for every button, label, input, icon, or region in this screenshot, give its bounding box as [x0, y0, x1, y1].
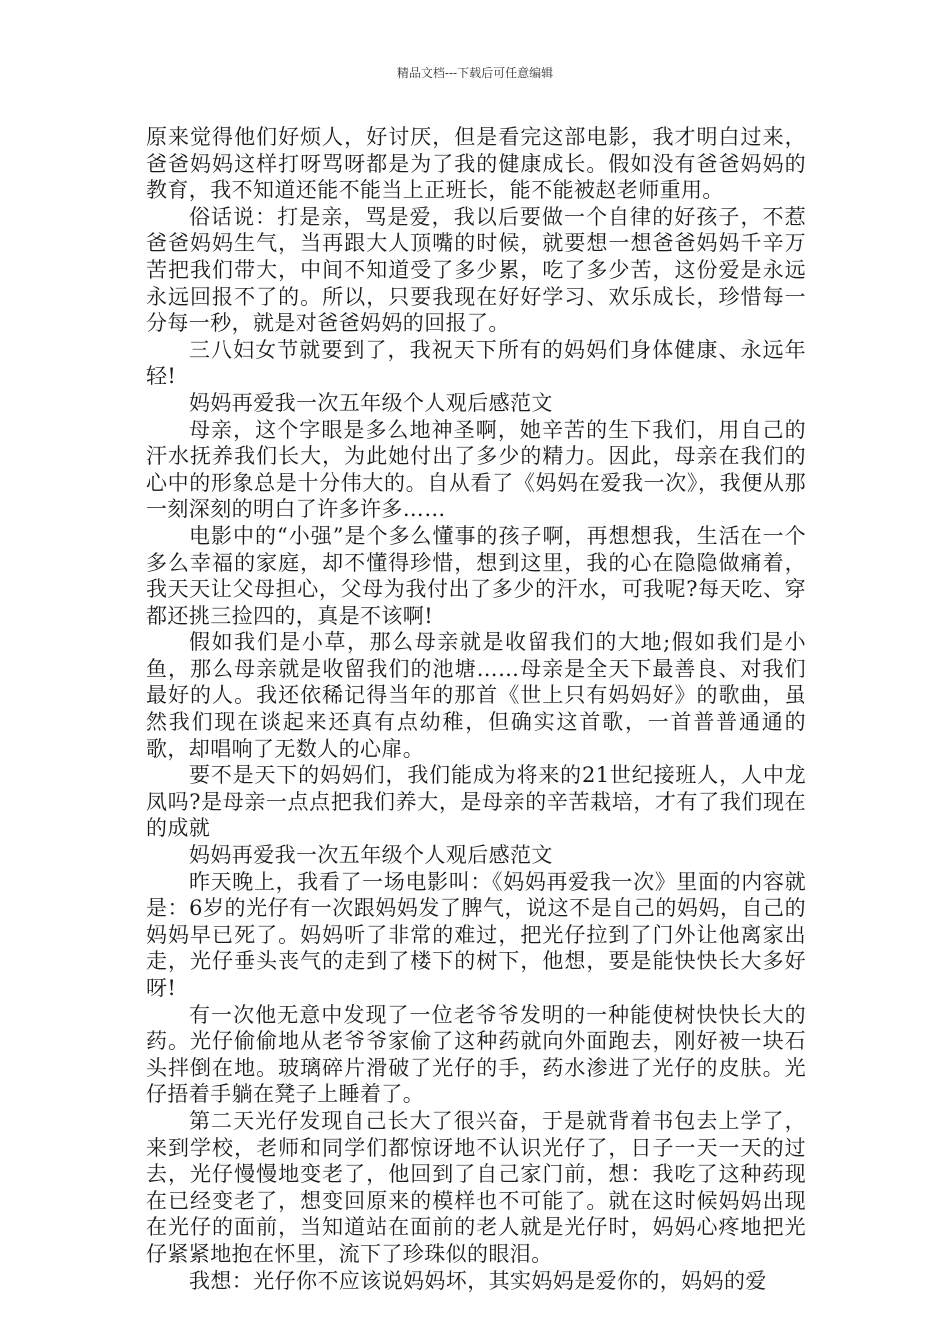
document-body: [146, 124, 806, 1294]
paragraph: 假如我们是小草，那么母亲就是收留我们的大地;假如我们是小鱼，那么母亲就是收留我们的池塘……母亲是全天下最善良、对我们最好的人。我还依稀记得当年的那首《世上只有妈妈好》的歌曲，虽然我们现在谈起来还真有点幼稚，但确实这首歌，一首普普通通的歌，却唱响了无数人的心扉。: [146, 630, 806, 761]
paragraph: 俗话说：打是亲，骂是爱，我以后要做一个自律的好孩子，不惹爸爸妈妈生气，当再跟大人顶嘴的时候，就要想一想爸爸妈妈千辛万苦把我们带大，中间不知道受了多少累，吃了多少苦，这份爱是永远永远回报不了的。所以，只要我现在好好学习、欢乐成长，珍惜每一分每一秒，就是对爸爸妈妈的回报了。: [146, 204, 806, 336]
page-header: 精品文档---下载后可任意编辑: [396, 66, 554, 80]
paragraph: 第二天光仔发现自己长大了很兴奋，于是就背着书包去上学了，来到学校，老师和同学们都惊讶地不认识光仔了，日子一天一天的过去，光仔慢慢地变老了，他回到了自己家门前，想：我吃了这种药现在已经变老了，想变回原来的模样也不可能了。就在这时候妈妈出现在光仔的面前，当知道站在面前的老人就是光仔时，妈妈心疼地把光仔紧紧地抱在怀里，流下了珍珠似的眼泪。: [146, 1108, 806, 1266]
paragraph: 昨天晚上，我看了一场电影叫：《妈妈再爱我一次》里面的内容就是：6岁的光仔有一次跟妈妈发了脾气，说这不是自己的妈妈，自己的妈妈早已死了。妈妈听了非常的难过，把光仔拉到了门外让他离家出走，光仔垂头丧气的走到了楼下的树下，他想，要是能快快长大多好呀!: [146, 869, 806, 1000]
section-heading: 妈妈再爱我一次五年级个人观后感范文: [189, 390, 553, 415]
paragraph: 三八妇女节就要到了，我祝天下所有的妈妈们身体健康、永远年轻!: [146, 337, 806, 389]
paragraph: 我想：光仔你不应该说妈妈坏，其实妈妈是爱你的，妈妈的爱: [189, 1268, 767, 1293]
paragraph: 电影中的“小强”是个多么懂事的孩子啊，再想想我，生活在一个多么幸福的家庭，却不懂得珍惜，想到这里，我的心在隐隐做痛着，我天天让父母担心，父母为我付出了多少的汗水，可我呢?每天吃、穿都还挑三捡四的，真是不该啊!: [146, 523, 806, 628]
paragraph: 有一次他无意中发现了一位老爷爷发明的一种能使树快快长大的药。光仔偷偷地从老爷爷家偷了这种药就向外面跑去，刚好被一块石头拌倒在地。玻璃碎片滑破了光仔的手，药水渗进了光仔的皮肤。光仔捂着手躺在凳子上睡着了。: [146, 1002, 806, 1107]
paragraph: 原来觉得他们好烦人，好讨厌，但是看完这部电影，我才明白过来，爸爸妈妈这样打呀骂呀都是为了我的健康成长。假如没有爸爸妈妈的教育，我不知道还能不能当上正班长，能不能被赵老师重用。: [146, 125, 806, 203]
paragraph: 要不是天下的妈妈们，我们能成为将来的21世纪接班人，人中龙凤吗?是母亲一点点把我们养大，是母亲的辛苦栽培，才有了我们现在的成就: [146, 763, 806, 841]
paragraph: 母亲，这个字眼是多么地神圣啊，她辛苦的生下我们，用自己的汗水抚养我们长大，为此她付出了多少的精力。因此，母亲在我们的心中的形象总是十分伟大的。自从看了《妈妈在爱我一次》，我便从那一刻深刻的明白了许多许多……: [146, 417, 806, 522]
section-heading: 妈妈再爱我一次五年级个人观后感范文: [189, 843, 553, 868]
